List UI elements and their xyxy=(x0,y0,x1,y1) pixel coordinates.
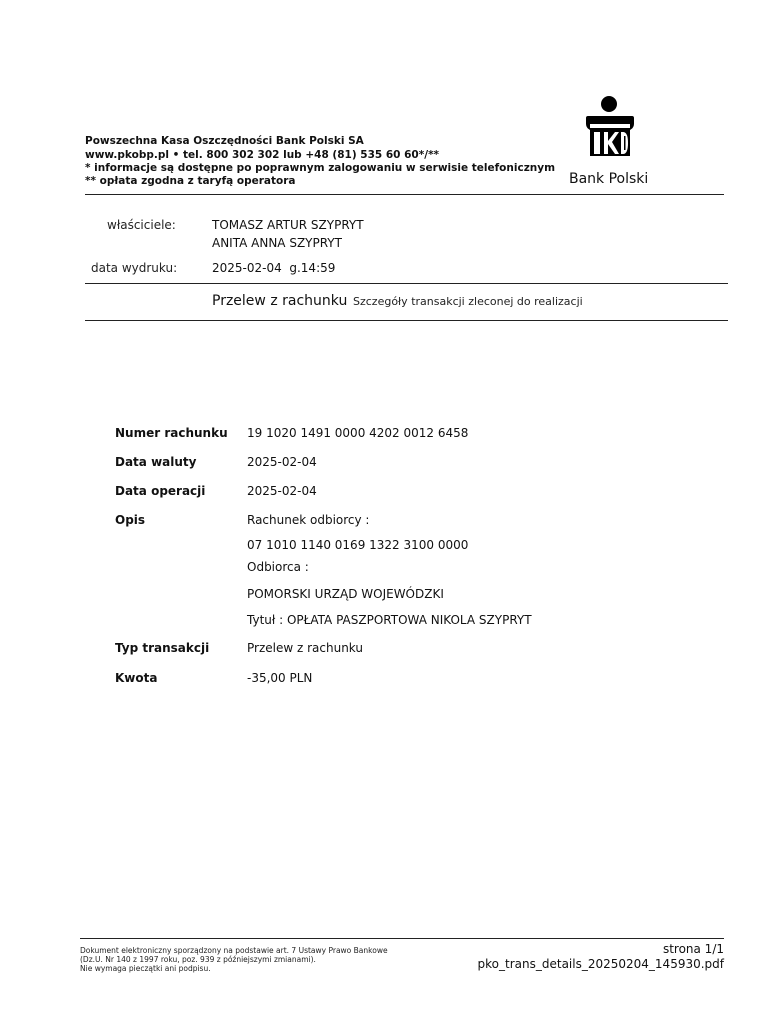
description-label: Opis xyxy=(115,513,146,527)
file-name: pko_trans_details_20250204_145930.pdf xyxy=(477,957,724,971)
operation-date-label: Data operacji xyxy=(115,484,206,498)
owner-name-1: TOMASZ ARTUR SZYPRYT xyxy=(212,218,364,232)
value-date-value: 2025-02-04 xyxy=(247,455,317,469)
amount-value: -35,00 PLN xyxy=(247,671,313,685)
operation-date-value: 2025-02-04 xyxy=(247,484,317,498)
amount-label: Kwota xyxy=(115,671,158,685)
print-date-value: 2025-02-04 g.14:59 xyxy=(212,261,336,275)
description-line: Odbiorca : xyxy=(247,560,309,574)
print-date-label: data wydruku: xyxy=(91,261,178,275)
description-line: Rachunek odbiorcy : xyxy=(247,513,370,527)
transaction-type-value: Przelew z rachunku xyxy=(247,641,363,655)
footer-legal-1: Dokument elektroniczny sporządzony na podstawie art. 7 Ustawy Prawo Bankowe xyxy=(80,946,388,955)
transaction-type-label: Typ transakcji xyxy=(115,641,210,655)
header-note-1: * informacje są dostępne po poprawnym zalogowaniu w serwisie telefonicznym xyxy=(85,162,556,174)
footer-legal-3: Nie wymaga pieczątki ani podpisu. xyxy=(80,964,211,973)
value-date-label: Data waluty xyxy=(115,455,197,469)
divider-middle xyxy=(85,283,728,284)
divider-top xyxy=(85,194,724,195)
section-subtitle: Szczegóły transakcji zleconej do realizacji xyxy=(353,295,583,308)
description-line: POMORSKI URZĄD WOJEWÓDZKI xyxy=(247,587,444,601)
page-number: strona 1/1 xyxy=(662,942,724,956)
divider-section xyxy=(85,320,728,321)
divider-footer xyxy=(80,938,724,939)
description-line: 07 1010 1140 0169 1322 3100 0000 xyxy=(247,538,469,552)
bank-contact: www.pkobp.pl • tel. 800 302 302 lub +48 (81) 535 60 60*/** xyxy=(85,149,440,161)
owners-label: właściciele: xyxy=(107,218,176,232)
pko-logo-icon xyxy=(578,94,642,164)
bank-name: Powszechna Kasa Oszczędności Bank Polski SA xyxy=(85,135,364,147)
account-number-value: 19 1020 1491 0000 4202 0012 6458 xyxy=(247,426,469,440)
description-line: Tytuł : OPŁATA PASZPORTOWA NIKOLA SZYPRYT xyxy=(247,613,532,627)
footer-legal-2: (Dz.U. Nr 140 z 1997 roku, poz. 939 z późniejszymi zmianami). xyxy=(80,955,316,964)
account-number-label: Numer rachunku xyxy=(115,426,228,440)
logo-text: Bank Polski xyxy=(569,171,649,187)
owner-name-2: ANITA ANNA SZYPRYT xyxy=(212,236,342,250)
header-note-2: ** opłata zgodna z taryfą operatora xyxy=(85,175,296,187)
section-title: Przelew z rachunku xyxy=(212,293,348,309)
